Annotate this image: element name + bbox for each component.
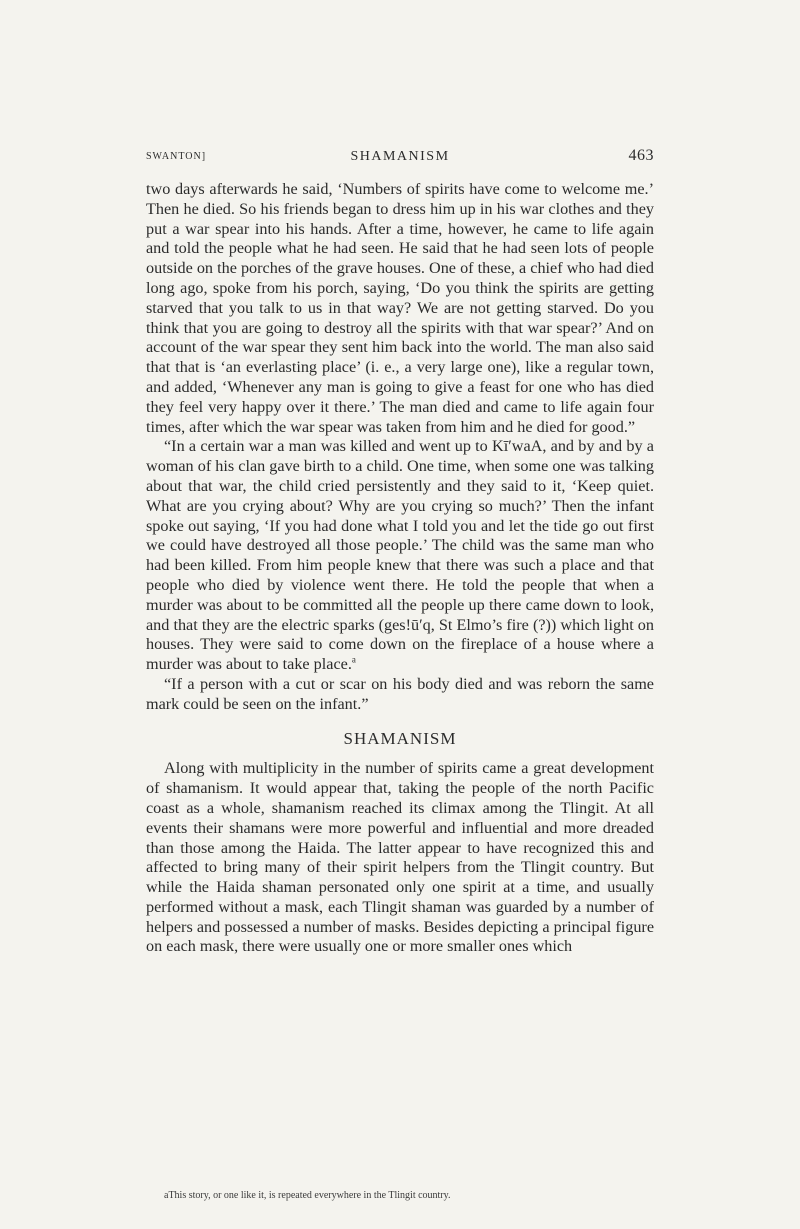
paragraph-kiwaa [146,437,654,675]
page-number: 463 [628,147,654,164]
paragraph-scar: “If a person with a cut or scar on his body died and was reborn the same mark could be seen on the infant.” [146,674,654,713]
running-header [146,147,654,169]
footnote: aThis story, or one like it, is repeated everywhere in the Tlingit country. [164,1190,451,1201]
running-head-left: SWANTON] [146,151,207,162]
footnote-marker: a [351,654,356,665]
running-title: SHAMANISM [350,149,450,164]
section-heading: SHAMANISM [343,728,457,748]
paragraph-shamanism: Along with multiplicity in the number of spirits came a great development of shamanism. It would appear that, taking the people of the north Pacific coast as a whole, shamanism reached its climax among the Tlingit. At all events their shamans were more powerful and influential and more dreaded than those among the Haida. The latter appear to have recognized this and affected to bring many of their spirit helpers from the Tlingit country. But while the Haida shaman personated only one spirit at a time, and usually performed without a mask, each Tlingit shaman was guarded by a number of helpers and possessed a number of masks. Besides depicting a principal figure on each mask, there were usually one or more smaller ones which [146,759,654,956]
paragraph-kiwaa-text: “In a certain war a man was killed and went up to Kī′waA, and by and by a woman of his clan gave birth to a child. One time, when some one was talking about that war, the child cried persistently and they said to it, ‘Keep quiet. What are you crying about? Why are you crying so much?’ Then the infant spoke out saying, ‘If you had done what I told you and let the tide go out first we could have destroyed all those people.’ The child was the same man who had been killed. From him people knew that there was such a place and that people who died by violence went there. He told the people that when a murder was about to be committed all the people up there came down to look, and that they are the electric sparks (ges!ū′q, St Elmo’s fire (?)) which light on houses. They were said to come down on the fireplace of a house where a murder was about to take place. [146,437,654,674]
paragraph-continued: two days afterwards he said, ‘Numbers of spirits have come to welcome me.’ Then he died. So his friends began to dress him up in his war clothes and they put a war spear into his hands. After a time, however, he came to life again and told the people what he had seen. He said that he had seen lots of people outside on the porches of the grave houses. One of these, a chief who had died long ago, spoke from his porch, saying, ‘Do you think the spirits are getting starved that you talk to us in that way? We are not getting starved. Do you think that you are going to destroy all the spirits with that war spear?’ And on account of the war spear they sent him back into the world. The man also said that that is ‘an everlasting place’ (i. e., a very large one), like a regular town, and added, ‘Whenever any man is going to give a feast for one who has died they feel very happy over it there.’ The man died and came to life again four times, after which the war spear was taken from him and he died for good.” [146,180,654,436]
body-text [146,180,654,957]
